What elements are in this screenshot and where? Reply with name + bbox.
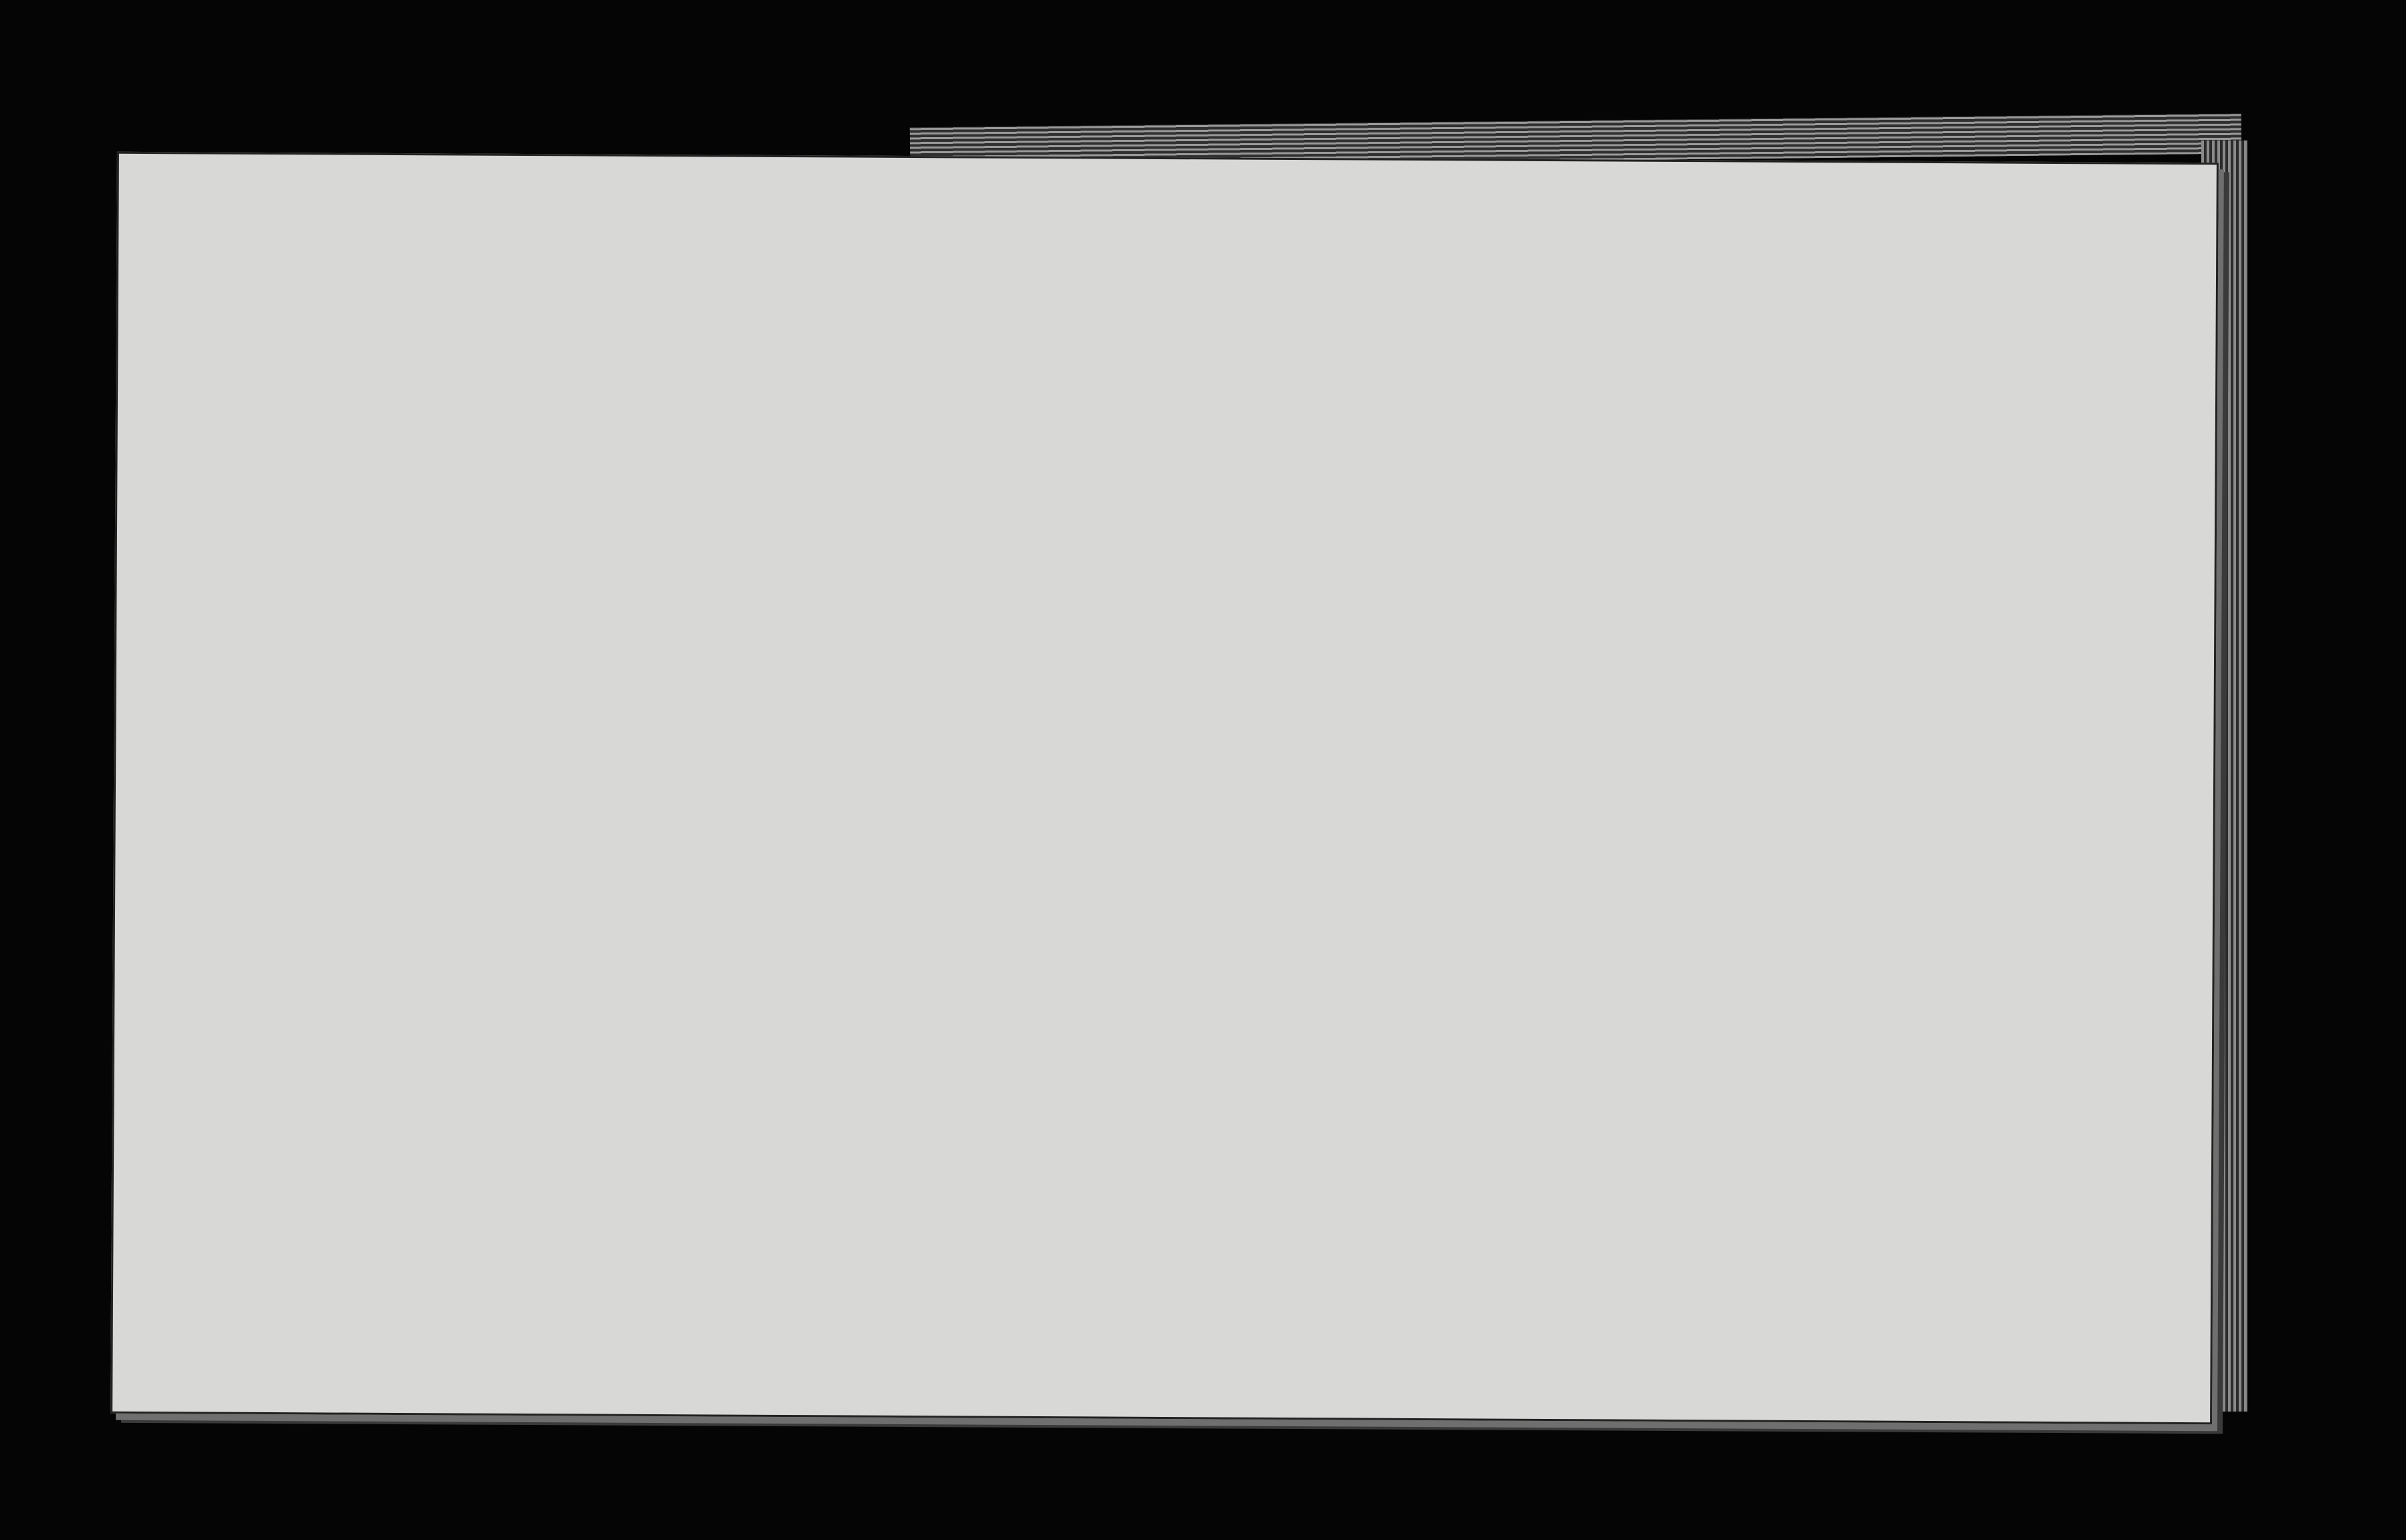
census-card: [110, 152, 2219, 1424]
